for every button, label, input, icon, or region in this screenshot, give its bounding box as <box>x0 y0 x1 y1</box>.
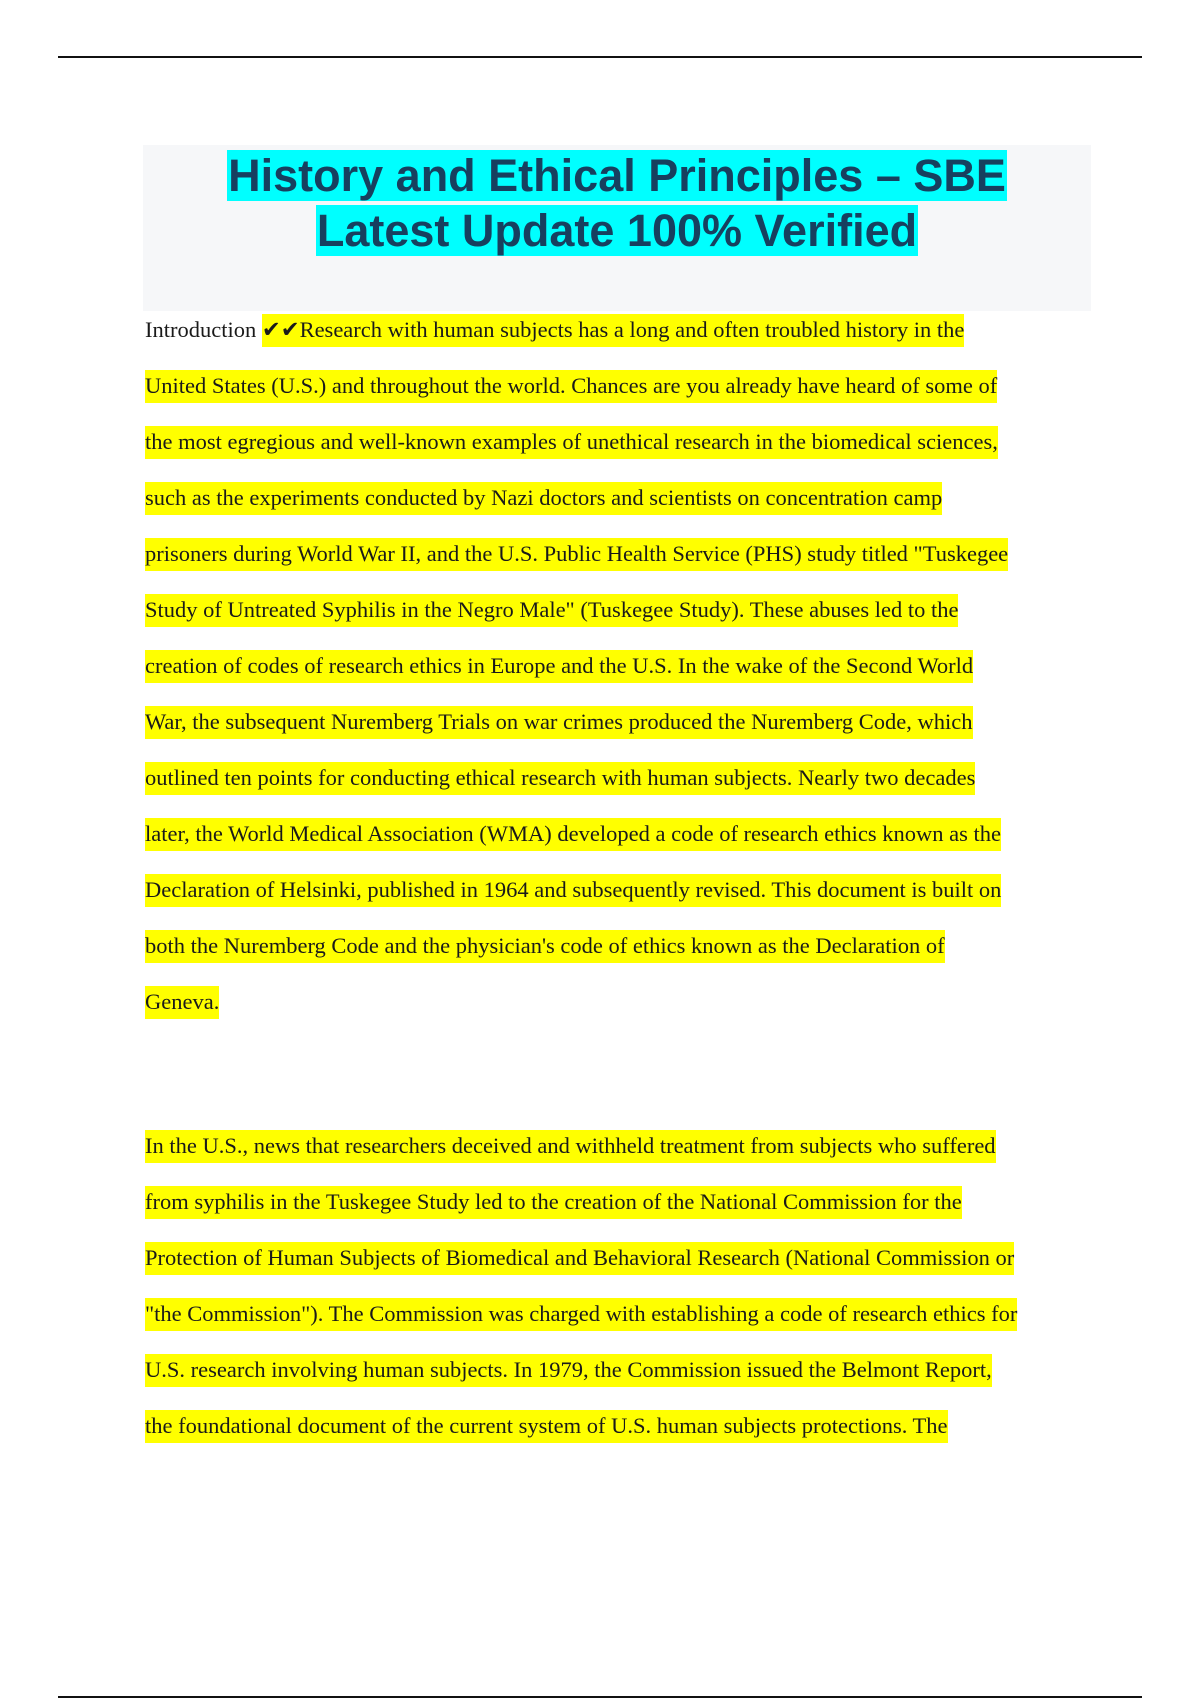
text-line: such as the experiments conducted by Nazi doctors and scientists on concentration camp <box>145 470 1095 526</box>
text-line: creation of codes of research ethics in Europe and the U.S. In the wake of the Second World <box>145 638 1095 694</box>
text-line: U.S. research involving human subjects. In 1979, the Commission issued the Belmont Report, <box>145 1342 1095 1398</box>
text-line: "the Commission"). The Commission was charged with establishing a code of research ethics for <box>145 1286 1095 1342</box>
text-line: United States (U.S.) and throughout the world. Chances are you already have heard of some of <box>145 358 1095 414</box>
text-line: the most egregious and well-known examples of unethical research in the biomedical sciences, <box>145 414 1095 470</box>
text-line: Declaration of Helsinki, published in 1964 and subsequently revised. This document is built on <box>145 862 1095 918</box>
paragraph-us-history <box>145 1118 1095 1454</box>
title-line-1: History and Ethical Principles – SBE <box>228 150 1006 201</box>
title-block <box>143 145 1091 311</box>
text-line: the foundational document of the current system of U.S. human subjects protections. The <box>145 1398 1095 1454</box>
text-line: from syphilis in the Tuskegee Study led to the creation of the National Commission for the <box>145 1174 1095 1230</box>
footer-rule <box>58 1696 1142 1698</box>
text-line: prisoners during World War II, and the U.S. Public Health Service (PHS) study titled "Tuskegee <box>145 526 1095 582</box>
intro-label: Introduction <box>145 317 262 342</box>
text-line: Geneva. <box>145 974 1095 1030</box>
paragraph-introduction <box>145 302 1095 1030</box>
text-line: War, the subsequent Nuremberg Trials on war crimes produced the Nuremberg Code, which <box>145 694 1095 750</box>
header-rule <box>58 56 1142 58</box>
text-line: outlined ten points for conducting ethical research with human subjects. Nearly two decades <box>145 750 1095 806</box>
text-line: Protection of Human Subjects of Biomedical and Behavioral Research (National Commission or <box>145 1230 1095 1286</box>
text-line: In the U.S., news that researchers deceived and withheld treatment from subjects who suffered <box>145 1118 1095 1174</box>
text-line: Study of Untreated Syphilis in the Negro Male" (Tuskegee Study). These abuses led to the <box>145 582 1095 638</box>
text-line: both the Nuremberg Code and the physician's code of ethics known as the Declaration of <box>145 918 1095 974</box>
title-line-2: Latest Update 100% Verified <box>316 205 918 256</box>
text-line: Introduction ✔✔Research with human subjects has a long and often troubled history in the <box>145 302 1095 358</box>
text-line: later, the World Medical Association (WMA) developed a code of research ethics known as the <box>145 806 1095 862</box>
